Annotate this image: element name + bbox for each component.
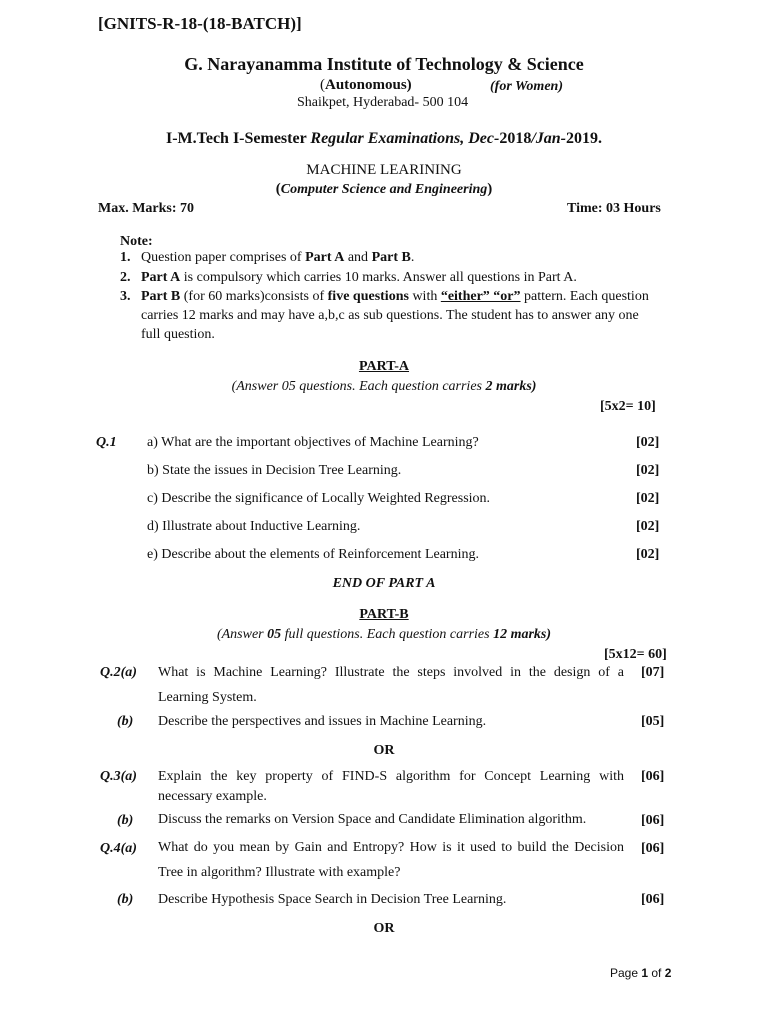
sub-question-label: (b) xyxy=(117,892,134,907)
question-number: Q.4(a) xyxy=(100,841,137,856)
subject-title: MACHINE LEARINING xyxy=(306,162,462,178)
question-text: c) Describe the significance of Locally Weighted Regression. xyxy=(147,491,491,506)
for-women-label: (for Women) xyxy=(490,79,563,94)
institute-address: Shaikpet, Hyderabad- 500 104 xyxy=(297,95,469,110)
question-text: Explain the key property of FIND-S algorithm for Concept Learning with xyxy=(158,769,624,784)
question-text: Describe Hypothesis Space Search in Decision Tree Learning. xyxy=(158,892,507,907)
question-marks: [02] xyxy=(636,491,660,506)
question-marks: [05] xyxy=(641,714,665,729)
note-text: Part A is compulsory which carries 10 marks. Answer all questions in Part A. xyxy=(141,270,577,285)
question-text: What do you mean by Gain and Entropy? How is it used to build the Decision xyxy=(158,840,624,855)
note-text: Part B (for 60 marks)consists of five questions with “either” “or” pattern. Each question xyxy=(141,289,649,304)
question-marks: [02] xyxy=(636,435,660,450)
note-title: Note: xyxy=(120,234,153,249)
question-text: a) What are the important objectives of Machine Learning? xyxy=(147,435,479,450)
note-item: 1. xyxy=(120,250,131,265)
part-b-total: [5x12= 60] xyxy=(604,647,667,662)
question-text: b) State the issues in Decision Tree Learning. xyxy=(147,463,402,478)
part-a-total: [5x2= 10] xyxy=(600,399,656,414)
note-text: Question paper comprises of Part A and Part B. xyxy=(141,250,415,265)
institute-name: G. Narayanamma Institute of Technology & Science xyxy=(184,54,584,74)
question-marks: [02] xyxy=(636,547,660,562)
part-a-instructions: (Answer 05 questions. Each question carries 2 marks) xyxy=(231,379,537,394)
sub-question-label: (b) xyxy=(117,813,134,828)
note-text-line2: carries 12 marks and may have a,b,c as sub questions. The student has to answer any one xyxy=(141,308,639,323)
exam-title: I-M.Tech I-Semester Regular Examinations, Dec-2018/Jan-2019. xyxy=(165,130,602,147)
question-marks: [02] xyxy=(636,519,660,534)
question-marks: [06] xyxy=(641,892,665,907)
note-item: 3. xyxy=(120,289,131,304)
note-text-line3: full question. xyxy=(141,327,215,342)
question-text: Describe the perspectives and issues in Machine Learning. xyxy=(158,714,487,729)
max-marks: Max. Marks: 70 xyxy=(98,201,195,216)
question-marks: [06] xyxy=(641,813,665,828)
sub-question-label: (b) xyxy=(117,714,134,729)
question-text-line2: Learning System. xyxy=(158,690,257,705)
branch-label: (Computer Science and Engineering) xyxy=(275,181,493,197)
question-marks: [07] xyxy=(641,665,665,680)
question-marks: [06] xyxy=(641,769,665,784)
question-number: Q.2(a) xyxy=(100,665,137,680)
part-b-instructions: (Answer 05 full questions. Each question carries 12 marks) xyxy=(216,627,552,642)
question-text: What is Machine Learning? Illustrate the steps involved in the design of a xyxy=(158,665,624,680)
part-b-title: PART-B xyxy=(359,607,409,622)
question-text: e) Describe about the elements of Reinforcement Learning. xyxy=(147,547,479,562)
question-text-line2: Tree in algorithm? Illustrate with example? xyxy=(158,865,401,880)
question-marks: [02] xyxy=(636,463,660,478)
question-number: Q.3(a) xyxy=(100,769,137,784)
exam-time: Time: 03 Hours xyxy=(567,201,661,216)
or-separator: OR xyxy=(373,921,395,936)
question-text: Discuss the remarks on Version Space and Candidate Elimination algorithm. xyxy=(158,812,587,827)
autonomous-label: (Autonomous) xyxy=(320,77,412,93)
part-a-title: PART-A xyxy=(358,359,410,374)
question-marks: [06] xyxy=(641,841,665,856)
note-item: 2. xyxy=(120,270,131,285)
question-text-line2: necessary example. xyxy=(158,789,267,804)
end-of-part-a: END OF PART A xyxy=(332,576,436,591)
or-separator: OR xyxy=(373,743,395,758)
question-text: d) Illustrate about Inductive Learning. xyxy=(147,519,361,534)
exam-code: [GNITS-R-18-(18-BATCH)] xyxy=(98,14,302,33)
page-number: Page 1 of 2 xyxy=(610,966,672,980)
question-number: Q.1 xyxy=(96,435,117,450)
